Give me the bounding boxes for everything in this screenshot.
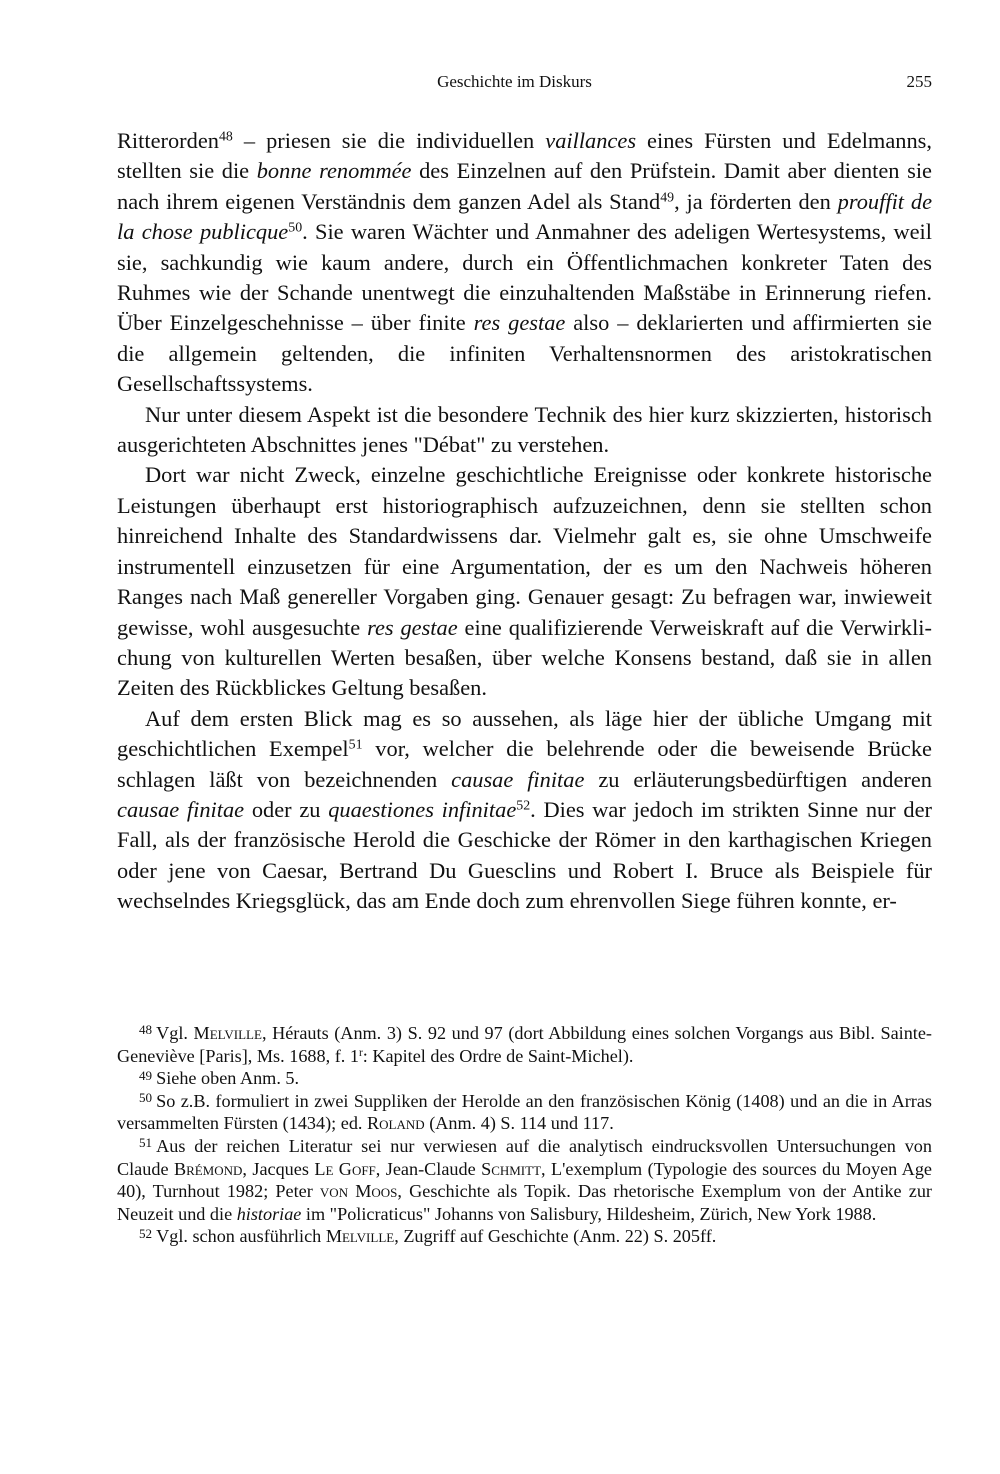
text-run: . Sie waren Wächter und Anmahner des adeligen Wertesystems, weil sie, sachkundig wie kaum andere, durch ein Öffentlichmachen konkreter Taten des Ruhmes wie der Schande unentwegt die einzuhaltenden Maßstäbe in Erinnerung riefen. Über Einzelgeschehnisse – über finite [117,219,932,336]
footnote [117,1067,932,1090]
text-run: (Anm. 4) S. 114 und 117. [424,1113,614,1134]
footnote-reference: 50 [288,220,303,236]
page-number: 255 [906,72,932,91]
footnote-number: 49 [139,1067,153,1083]
text-run: oder zu [244,796,329,822]
italic-text: prouffit de la chose publicque [117,188,933,245]
footnote-reference: 49 [660,190,675,206]
footnote [117,1135,932,1225]
italic-text: bonne renommée [256,158,412,184]
footnotes [117,1022,932,1248]
text-run: , L'exemplum (Typologie des sources du Moyen Age 40), Turnhout 1982; Peter [117,1158,932,1202]
main-text [117,126,932,917]
author-name: von Moos [319,1181,398,1202]
paragraph [117,126,932,400]
italic-text: quaestiones infinitae [328,796,517,822]
text-run: zu erläuterungsbedürftigen anderen [584,766,932,792]
italic-text: historiae [236,1203,302,1224]
paragraph [117,460,932,703]
paragraph [117,704,932,917]
footnote-number: 52 [139,1225,153,1241]
author-name: Le Goff [314,1158,376,1179]
text-run: : Kapitel des Ordre de Saint-Michel). [362,1045,634,1066]
italic-text: causae finitae [117,796,245,822]
footnote-number: 50 [139,1090,153,1106]
text-run: eine qualifizierende Verweiskraft auf die Verwirklichung von kulturellen Werten besaßen, über welche Konsens bestand, daß sie in allen Zeiten des Rückblickes Geltung besaßen. [117,614,932,701]
italic-text: res gestae [367,614,458,640]
footnote-number: 51 [139,1135,153,1151]
author-name: Brémond [173,1158,243,1179]
text-run: Vgl. [156,1023,194,1043]
footnote-reference: 48 [218,129,233,145]
text-run: , Jacques [242,1158,315,1179]
text-run: Vgl. schon ausführlich [156,1226,326,1247]
italic-text: causae finitae [451,766,585,792]
text-run: vor, welcher die belehrende oder die beweisende Brücke schlagen läßt von bezeichnenden [117,736,932,792]
text-run: Ritterorden [117,128,219,153]
running-title: Geschichte im Diskurs [437,72,592,91]
text-run: Auf dem ersten Blick mag es so aussehen, als läge hier der übliche Umgang mit geschichtlichen Exempel [117,705,932,762]
running-header [117,72,932,98]
footnote-reference: r [358,1046,363,1059]
italic-text: vaillances [545,128,637,153]
text-run: also – deklarierten und affirmierten sie die allgemein geltenden, die infiniten Verhaltensnormen des aristokratischen Gesellschaftssystems. [117,310,932,397]
author-name: Melville [325,1226,395,1247]
text-run: . Dies war jedoch im strikten Sinne nur der Fall, als der französische Herold die Geschicke der Römer in den karthagischen Kriegen oder jene von Caesar, Bertrand Du Guesclins und Robert I. Bruce als Beispiele für wechselndes Kriegsglück, das am Ende doch zum ehrenvollen Siege führen konnte, er- [117,796,932,914]
text-run: , Geschichte als Topik. Das rhetorische Exemplum von der Antike zur Neuzeit und die [117,1181,932,1224]
footnote [117,1090,932,1135]
author-name: Roland [367,1113,425,1134]
paragraph [117,400,932,461]
footnote-number: 48 [139,1022,153,1038]
text-run: eines Fürsten und Edelmanns, stellten sie die [117,128,932,184]
text-run: , Jean-Claude [375,1158,482,1179]
footnote [117,1022,932,1067]
text-run: , Hérauts (Anm. 3) S. 92 und 97 (dort Abbildung eines solchen Vorgangs aus Bibl. Sainte-Geneviève [Paris], Ms. 1688, f. 1 [117,1023,932,1066]
author-name: Schmitt [481,1158,542,1179]
author-name: Melville [193,1023,262,1043]
italic-text: res gestae [473,310,566,336]
text-run: Aus der reichen Literatur sei nur verwiesen auf die analytisch eindrucksvollen Untersuchungen von Claude [117,1135,932,1179]
footnote-reference: 51 [348,737,363,753]
book-page [117,0,932,1474]
text-run: des Einzelnen auf den Prüfstein. Damit aber dienten sie nach ihrem eigenen Verständnis dem ganzen Adel als Stand [117,158,932,214]
text-run: – priesen sie die individuellen [232,128,546,153]
text-run: Siehe oben Anm. 5. [156,1068,300,1089]
text-run: So z.B. formuliert in zwei Suppliken der Herolde an den französischen König (1408) und an die in Arras versammelten Fürsten (1434); ed. [117,1090,932,1134]
text-run: , Zugriff auf Geschichte (Anm. 22) S. 205ff. [394,1226,717,1247]
text-run: , ja förderten den [674,188,838,214]
text-run: Dort war nicht Zweck, einzelne geschichtliche Ereignisse oder konkrete historische Leistungen überhaupt erst historiographisch aufzuzeichnen, denn sie stellten schon hinreichend Inhalte des Standardwissens dar. Vielmehr galt es, sie ohne Umschweife instrumentell einzusetzen für eine Argumentation, der es um den Nachweis höheren Ranges nach Maß genereller Vorgaben ging. Genauer gesagt: Zu befragen war, inwieweit gewisse, wohl ausgesuchte [117,462,932,640]
text-run: Nur unter diesem Aspekt ist die besondere Technik des hier kurz skizzierten, historisch ausgerichteten Abschnittes jenes "Débat" zu verstehen. [117,401,932,458]
text-run: im "Policraticus" Johanns von Salisbury, Hildesheim, Zürich, New York 1988. [301,1203,877,1224]
footnote [117,1225,932,1248]
footnote-reference: 52 [516,798,531,814]
